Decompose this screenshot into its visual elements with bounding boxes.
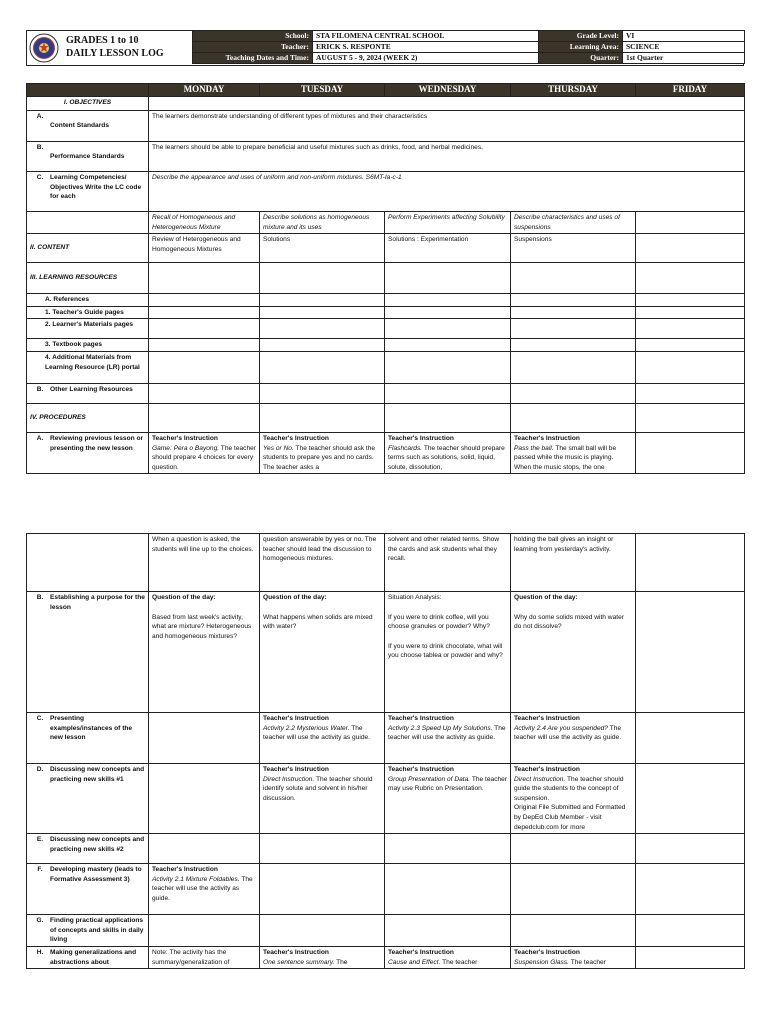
practical-applications-text: Finding practical applications of concepts and skills in daily living	[50, 917, 144, 944]
concepts1-thursday-note: Original File Submitted and Formatted by DepEd Club Member - visit depedclub.com for more	[514, 804, 626, 831]
general-tuesday	[260, 946, 385, 968]
ref-mon	[149, 294, 260, 307]
purpose-tuesday	[260, 592, 385, 713]
ref-tue	[260, 294, 385, 307]
review-friday	[636, 432, 745, 473]
learners-materials-label: 2. Learner's Materials pages	[27, 319, 149, 339]
procedures-heading: IV. PROCEDURES	[27, 403, 149, 432]
ref-wed	[385, 294, 511, 307]
examples-thursday-text: The teacher will use the activity as guide.	[514, 724, 622, 742]
developing-mastery-key: F.	[37, 866, 43, 874]
olr-fri	[636, 383, 745, 403]
school-value: STA FILOMENA CENTRAL SCHOOL	[313, 31, 539, 42]
review-tuesday-activity: Yes or No.	[263, 444, 294, 452]
mastery-tue	[260, 864, 385, 915]
lr-mon	[149, 263, 260, 294]
mastery-monday-activity: Activity 2.1 Mixture Foldables.	[152, 875, 240, 883]
learning-area-label: Learning Area:	[539, 42, 623, 53]
tb-thu	[511, 339, 636, 352]
lm-fri	[636, 319, 745, 339]
examples-tuesday-heading: Teacher's Instruction	[263, 715, 329, 722]
review-thursday	[511, 432, 636, 473]
examples-wednesday	[385, 713, 511, 764]
lr-tue	[260, 263, 385, 294]
mastery-fri	[636, 864, 745, 915]
new-concepts-1-key: D.	[36, 766, 44, 773]
review-thursday-heading: Teacher's Instruction	[514, 434, 580, 442]
concepts2-fri	[636, 834, 745, 864]
proc-mon	[149, 403, 260, 432]
ref-fri	[636, 294, 745, 307]
general-tuesday-activity: One sentence summary.	[263, 958, 335, 966]
title-line-2: DAILY LESSON LOG	[66, 48, 164, 59]
review-monday	[149, 432, 260, 473]
purpose-monday-heading: Question of the day:	[152, 594, 216, 601]
teachers-guide-label: 1. Teacher's Guide pages	[27, 306, 149, 319]
concepts1-tuesday-activity: Direct Instruction.	[263, 775, 315, 783]
am-fri	[636, 351, 745, 383]
new-concepts-2-label	[27, 834, 149, 864]
review-wednesday	[385, 432, 511, 473]
learning-resources-heading: III. LEARNING RESOURCES	[27, 263, 149, 294]
tg-mon	[149, 306, 260, 319]
tb-mon	[149, 339, 260, 352]
general-monday: Note: The activity has the summary/generalization of	[149, 946, 260, 968]
examples-tuesday	[260, 713, 385, 764]
other-resources-key: B.	[36, 385, 44, 393]
mastery-monday-heading: Teacher's Instruction	[152, 866, 218, 874]
examples-wednesday-text: The teacher will use the activity as guide.	[388, 724, 506, 742]
proc-fri	[636, 403, 745, 432]
purpose-label	[27, 592, 149, 713]
general-thursday-activity: Suspension Glass.	[514, 958, 569, 966]
purpose-text: Establishing a purpose for the lesson	[50, 594, 145, 611]
olr-tue	[260, 383, 385, 403]
examples-tuesday-activity: Activity 2.2 Mysterious Water.	[263, 724, 350, 732]
developing-mastery-text: Developing mastery (leads to Formative Assessment 3)	[50, 866, 142, 883]
learning-area-value: SCIENCE	[623, 42, 745, 53]
apps-fri	[636, 915, 745, 947]
concepts1-tuesday	[260, 764, 385, 834]
day-header-blank	[27, 84, 149, 97]
concepts1-tuesday-heading: Teacher's Instruction	[263, 766, 329, 773]
concepts1-wednesday-activity: Group Presentation of Data.	[388, 775, 471, 783]
textbook-pages-label: 3. Textbook pages	[27, 339, 149, 352]
general-tuesday-text: The	[336, 958, 348, 966]
generalizations-key: H.	[36, 948, 44, 956]
tb-wed	[385, 339, 511, 352]
content-standards-text: Content Standards	[50, 122, 109, 129]
concepts2-mon	[149, 834, 260, 864]
objective-monday: Recall of Homogeneous and Heterogeneous Mixture	[149, 212, 260, 234]
tg-fri	[636, 306, 745, 319]
review-cont-wednesday: solvent and other related terms. Show the cards and ask students what they recall.	[385, 534, 511, 592]
performance-standards-value: The learners should be able to prepare beneficial and useful mixtures such as drinks, food, and herbal medicines.	[149, 142, 745, 172]
presenting-examples-key: C.	[36, 715, 44, 722]
review-tuesday-text: The teacher should ask the students to prepare yes and no cards. The teacher asks a	[263, 444, 376, 471]
reviewing-lesson-text: Reviewing previous lesson or presenting the new lesson	[50, 434, 144, 452]
tg-wed	[385, 306, 511, 319]
general-wednesday-heading: Teacher's Instruction	[388, 948, 454, 956]
references-label: A. References	[27, 294, 149, 307]
presenting-examples-label	[27, 713, 149, 764]
purpose-wednesday	[385, 592, 511, 713]
examples-tuesday-text: The teacher will use the activity as guide.	[263, 724, 371, 742]
purpose-wednesday-text-2: If you were to drink chocolate, what will you choose tablea or powder and why?	[388, 642, 503, 660]
learning-competencies-value: Describe the appearance and uses of uniform and non-uniform mixtures. S6MT-Ia-c-1	[149, 172, 745, 212]
review-monday-activity: Game: Pera o Bayong.	[152, 444, 220, 452]
general-wednesday-text: The teacher	[442, 958, 478, 966]
learning-competencies-text: Learning Competencies/ Objectives Write the LC code for each	[50, 174, 142, 201]
concepts1-wednesday-text: The teacher may use Rubric on Presentation.	[388, 775, 508, 793]
performance-standards-text: Performance Standards	[50, 153, 125, 160]
concepts1-monday	[149, 764, 260, 834]
lesson-table-1	[26, 83, 745, 474]
purpose-wednesday-text-1: If you were to drink coffee, will you choose granules or powder? Why?	[388, 613, 490, 631]
concepts2-tue	[260, 834, 385, 864]
day-header-wednesday: WEDNESDAY	[385, 84, 511, 97]
general-wednesday-activity: Cause and Effect.	[388, 958, 441, 966]
content-thursday: Suspensions	[511, 234, 636, 263]
olr-thu	[511, 383, 636, 403]
general-friday	[636, 946, 745, 968]
quarter-value	[623, 53, 745, 64]
olr-wed	[385, 383, 511, 403]
apps-thu	[511, 915, 636, 947]
header-info-table	[192, 30, 745, 64]
mastery-monday-text: The teacher will use the activity as guide.	[152, 875, 253, 902]
purpose-tuesday-heading: Question of the day:	[263, 594, 327, 601]
purpose-tuesday-text: What happens when solids are mixed with water?	[263, 613, 373, 631]
concepts1-friday	[636, 764, 745, 834]
title-line-1: GRADES 1 to 10	[66, 35, 139, 46]
purpose-wednesday-heading: Situation Analysis:	[388, 594, 442, 601]
grade-level-value: VI	[623, 31, 745, 42]
am-wed	[385, 351, 511, 383]
other-resources-text: Other Learning Resources	[50, 385, 133, 393]
proc-tue	[260, 403, 385, 432]
objective-sub-label	[27, 212, 149, 234]
generalizations-text: Making generalizations and abstractions about	[50, 948, 137, 966]
quarter-text: 1st Quarter	[626, 53, 664, 62]
lm-mon	[149, 319, 260, 339]
objective-friday	[636, 212, 745, 234]
lm-thu	[511, 319, 636, 339]
review-cont-friday	[636, 534, 745, 592]
mastery-thu	[511, 864, 636, 915]
purpose-thursday	[511, 592, 636, 713]
review-thursday-activity: Pass the ball.	[514, 444, 554, 452]
apps-wed	[385, 915, 511, 947]
proc-wed	[385, 403, 511, 432]
concepts1-thursday-activity: Direct Instruction.	[514, 775, 566, 783]
objectives-heading-fill	[149, 97, 745, 111]
ref-thu	[511, 294, 636, 307]
tb-tue	[260, 339, 385, 352]
concepts1-thursday-text: The teacher should guide the students to the concept of suspension.	[514, 775, 624, 802]
lr-fri	[636, 263, 745, 294]
content-friday	[636, 234, 745, 263]
learning-competencies-label	[27, 172, 149, 212]
day-header-monday: MONDAY	[149, 84, 260, 97]
mastery-monday	[149, 864, 260, 915]
additional-materials-label: 4. Additional Materials from Learning Resource (LR) portal	[27, 351, 149, 383]
dates-value: AUGUST 5 - 9, 2024 (WEEK 2)	[313, 53, 539, 64]
teacher-value: ERICK S. RESPONTE	[313, 42, 539, 53]
examples-wednesday-activity: Activity 2.3 Speed Up My Solutions.	[388, 724, 493, 732]
purpose-friday	[636, 592, 745, 713]
objective-thursday: Describe characteristics and uses of suspensions	[511, 212, 636, 234]
general-thursday	[511, 946, 636, 968]
concepts1-wednesday	[385, 764, 511, 834]
concepts2-thu	[511, 834, 636, 864]
reviewing-lesson-label	[27, 432, 149, 473]
concepts1-thursday	[511, 764, 636, 834]
am-tue	[260, 351, 385, 383]
lr-wed	[385, 263, 511, 294]
review-wednesday-activity: Flashcards.	[388, 444, 423, 452]
review-cont-thursday: holding the ball gives an insight or learning from yesterday's activity.	[511, 534, 636, 592]
deped-seal-icon	[29, 33, 59, 63]
teacher-label: Teacher:	[193, 42, 313, 53]
document-title	[66, 34, 164, 60]
content-standards-key: A.	[36, 113, 44, 120]
content-standards-label	[27, 111, 149, 142]
purpose-thursday-text: Why do some solids mixed with water do not dissolve?	[514, 613, 624, 631]
developing-mastery-label	[27, 864, 149, 915]
examples-thursday-heading: Teacher's Instruction	[514, 715, 580, 722]
presenting-examples-text: Presenting examples/instances of the new lesson	[50, 715, 133, 742]
concepts1-tuesday-text: The teacher should identify solute and solvent in his/her discussion.	[263, 775, 373, 802]
review-tuesday	[260, 432, 385, 473]
general-thursday-text: The teacher	[570, 958, 606, 966]
day-header-thursday: THURSDAY	[511, 84, 636, 97]
purpose-thursday-heading: Question of the day:	[514, 594, 578, 601]
am-thu	[511, 351, 636, 383]
day-header-tuesday: TUESDAY	[260, 84, 385, 97]
concepts1-thursday-heading: Teacher's Instruction	[514, 766, 580, 773]
review-tuesday-heading: Teacher's Instruction	[263, 434, 329, 442]
olr-mon	[149, 383, 260, 403]
concepts1-wednesday-heading: Teacher's Instruction	[388, 766, 454, 773]
tb-fri	[636, 339, 745, 352]
review-thursday-text: The small ball will be passed while the music is playing. When the music stops, the one	[514, 444, 617, 471]
content-tuesday: Solutions	[260, 234, 385, 263]
apps-tue	[260, 915, 385, 947]
review-wednesday-heading: Teacher's Instruction	[388, 434, 454, 442]
lm-wed	[385, 319, 511, 339]
general-wednesday	[385, 946, 511, 968]
examples-wednesday-heading: Teacher's Instruction	[388, 715, 454, 722]
review-cont-monday: When a question is asked, the students will line up to the choices.	[149, 534, 260, 592]
review-monday-text: The teacher should prepare 4 choices for every question.	[152, 444, 256, 471]
mastery-wed	[385, 864, 511, 915]
content-monday: Review of Heterogeneous and Homogeneous Mixtures	[149, 234, 260, 263]
new-concepts-2-text: Discussing new concepts and practicing new skills #2	[50, 836, 145, 853]
content-wednesday: Solutions : Experimentation	[385, 234, 511, 263]
review-wednesday-text: The teacher should prepare terms such as solutions, solid, liquid, solute, dissolution,	[388, 444, 505, 471]
new-concepts-2-key: E.	[36, 836, 44, 844]
dates-label: Teaching Dates and Time:	[193, 53, 313, 64]
lm-tue	[260, 319, 385, 339]
objective-tuesday: Describe solutions as homogeneous mixture and its uses	[260, 212, 385, 234]
generalizations-label	[27, 946, 149, 968]
apps-mon	[149, 915, 260, 947]
review-cont-tuesday: question answerable by yes or no. The teacher should lead the discussion to homogeneous mixtures.	[260, 534, 385, 592]
lesson-table-2	[26, 533, 745, 969]
tg-tue	[260, 306, 385, 319]
concepts2-wed	[385, 834, 511, 864]
practical-applications-key: G.	[36, 917, 44, 925]
review-cont-label	[27, 534, 149, 592]
general-thursday-heading: Teacher's Instruction	[514, 948, 580, 956]
objective-wednesday: Perform Experiments affecting Solubility	[385, 212, 511, 234]
objectives-heading: I. OBJECTIVES	[27, 97, 149, 111]
performance-standards-label	[27, 142, 149, 172]
school-label: School:	[193, 31, 313, 42]
proc-thu	[511, 403, 636, 432]
new-concepts-1-label	[27, 764, 149, 834]
examples-thursday-activity: Activity 2.4 Are you suspended?	[514, 724, 608, 732]
other-resources-label	[27, 383, 149, 403]
examples-monday	[149, 713, 260, 764]
am-mon	[149, 351, 260, 383]
practical-applications-label	[27, 915, 149, 947]
learning-competencies-key: C.	[36, 174, 44, 181]
grade-level-label: Grade Level:	[539, 31, 623, 42]
content-heading: II. CONTENT	[27, 234, 149, 263]
quarter-label: Quarter:	[539, 53, 623, 64]
purpose-key: B.	[36, 594, 44, 601]
examples-thursday	[511, 713, 636, 764]
tg-thu	[511, 306, 636, 319]
review-monday-heading: Teacher's Instruction	[152, 434, 218, 442]
new-concepts-1-text: Discussing new concepts and practicing new skills #1	[50, 766, 145, 783]
general-tuesday-heading: Teacher's Instruction	[263, 948, 329, 956]
reviewing-lesson-key: A.	[36, 434, 44, 442]
content-standards-value: The learners demonstrate understanding of different types of mixtures and their characteristics	[149, 111, 745, 142]
performance-standards-key: B.	[36, 144, 44, 151]
purpose-monday	[149, 592, 260, 713]
examples-friday	[636, 713, 745, 764]
purpose-monday-text: Based from last week's activity, what are mixture? Heterogeneous and homogeneous mixtures?	[152, 613, 252, 640]
day-header-friday: FRIDAY	[636, 84, 745, 97]
lr-thu	[511, 263, 636, 294]
